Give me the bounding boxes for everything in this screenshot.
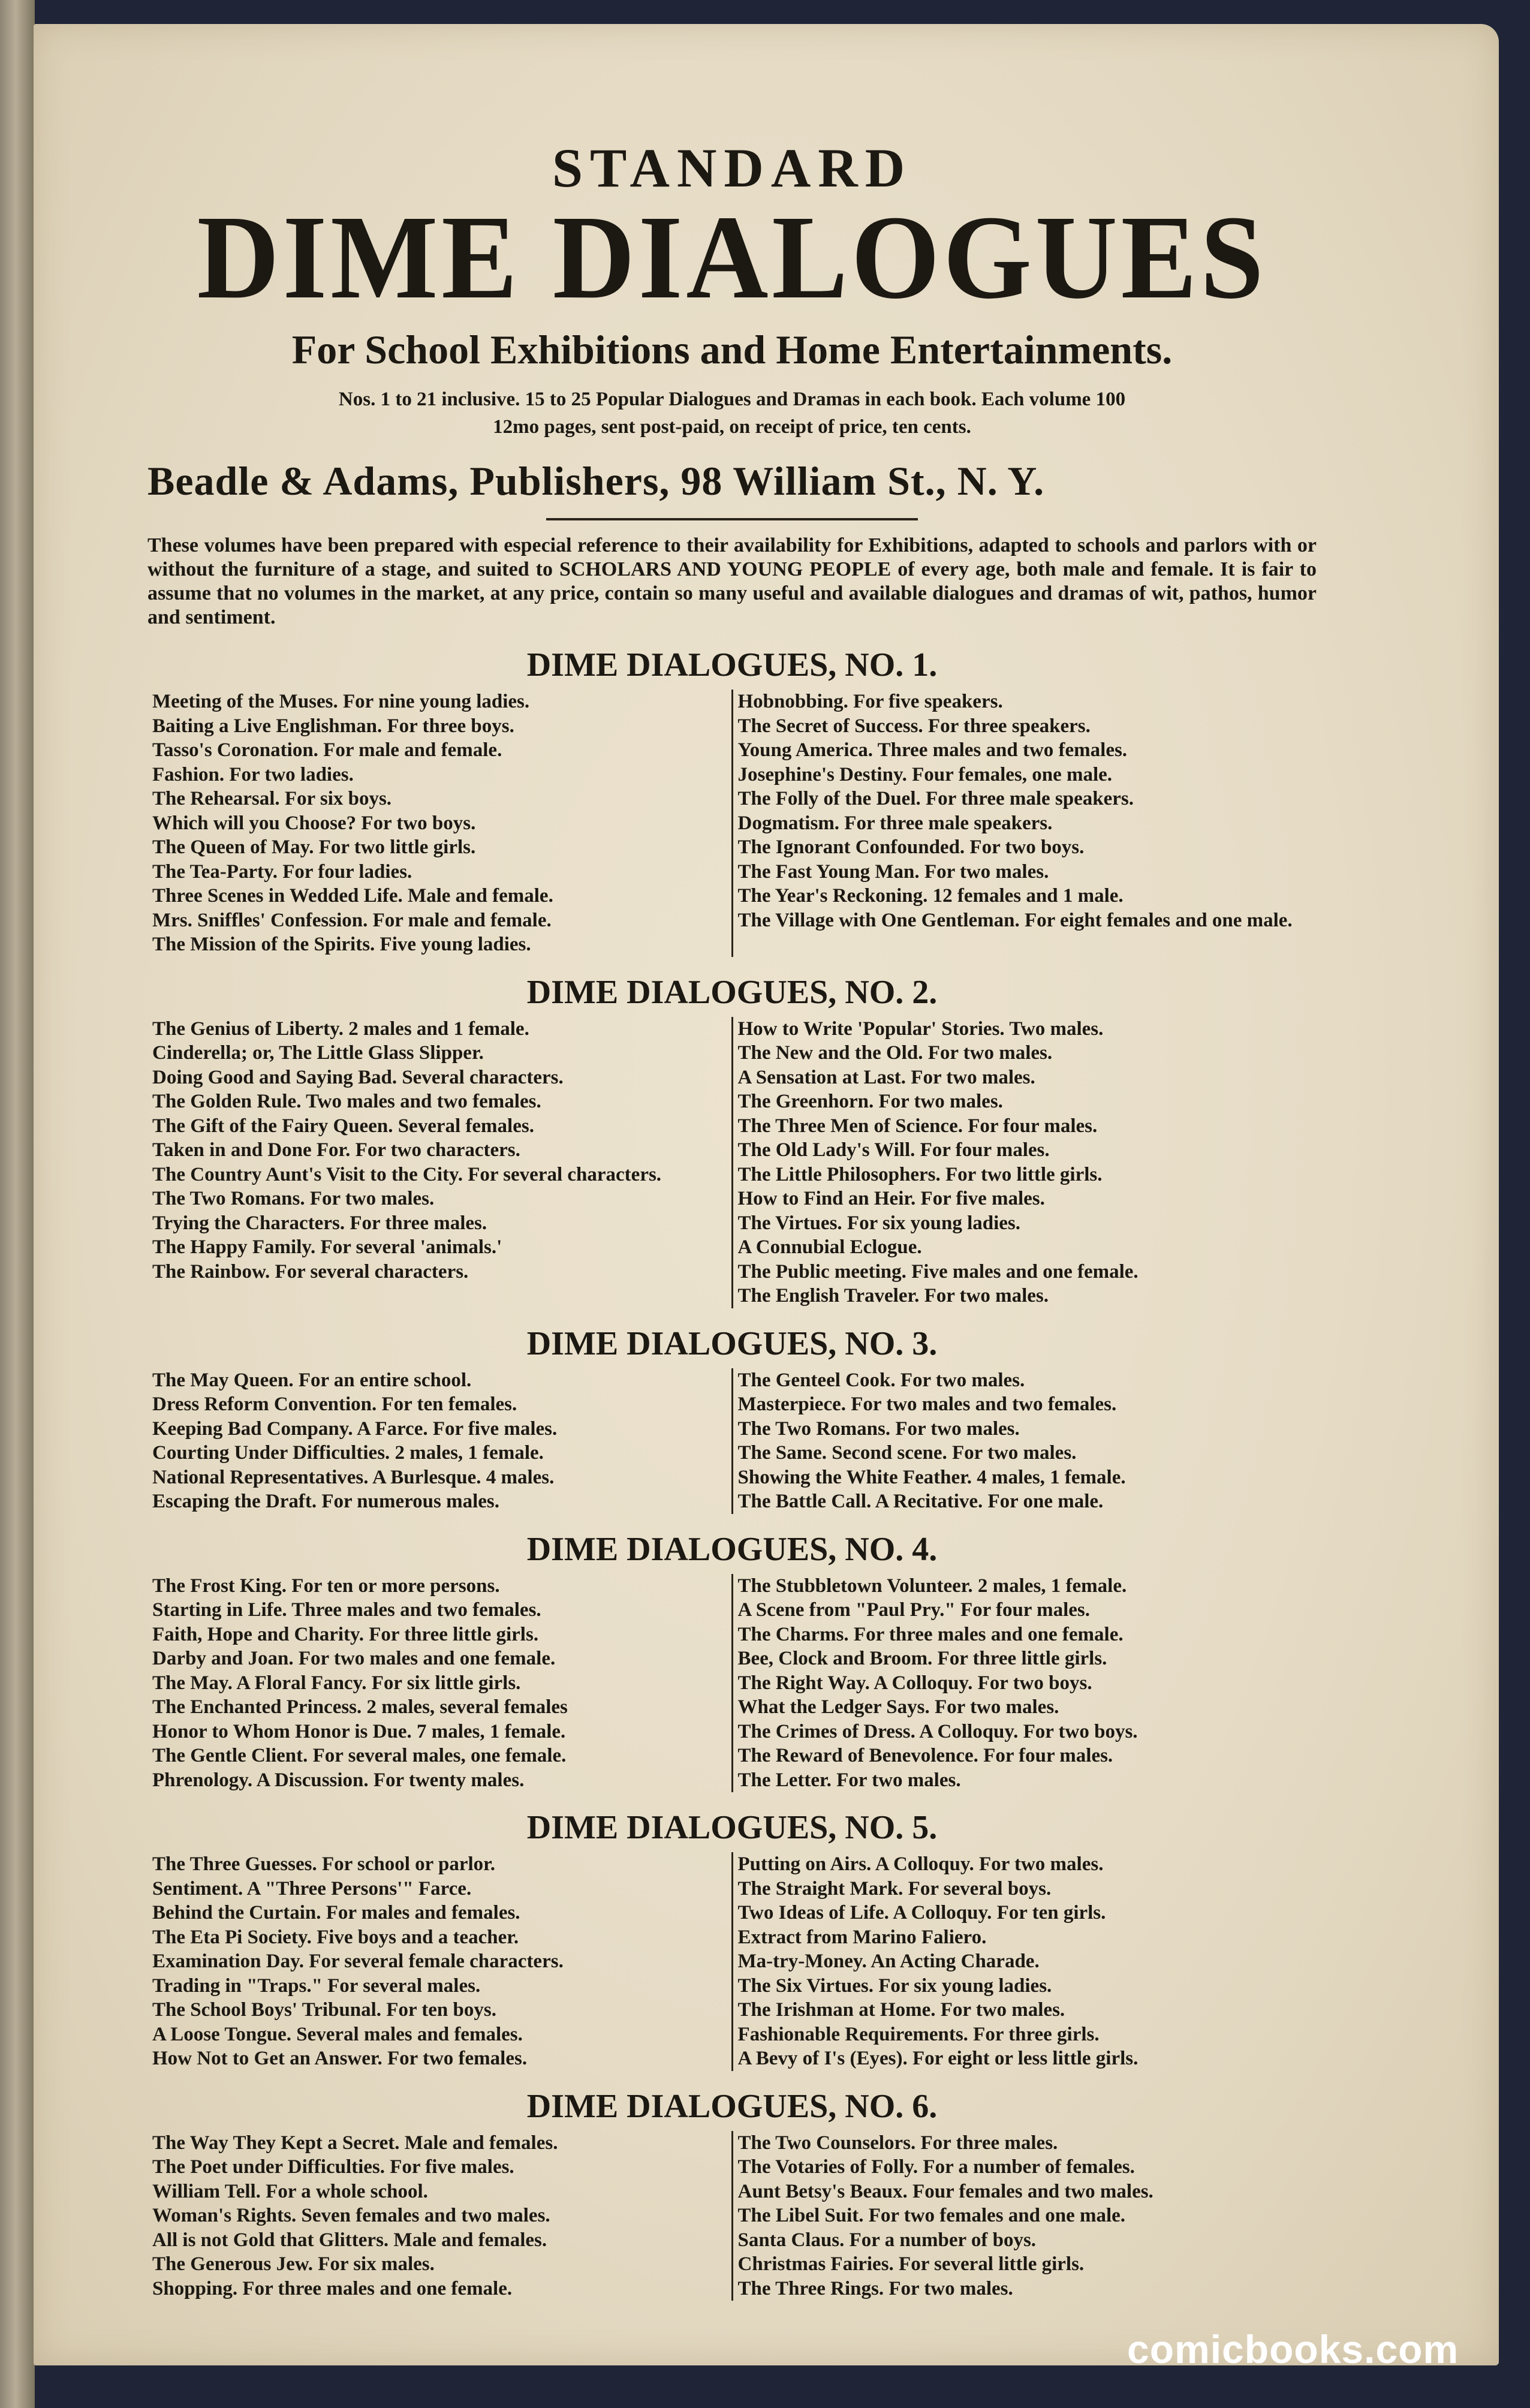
page-content bbox=[147, 138, 1317, 2301]
dialogue-entry: The School Boys' Tribunal. For ten boys. bbox=[152, 1999, 496, 2021]
section-title: DIME DIALOGUES, NO. 1. bbox=[526, 646, 938, 684]
dialogue-entry: Trying the Characters. For three males. bbox=[152, 1212, 487, 1234]
dialogue-entry: The Rainbow. For several characters. bbox=[152, 1260, 469, 1283]
dialogue-entry: The Virtues. For six young ladies. bbox=[737, 1212, 1021, 1234]
dialogue-section bbox=[147, 646, 1317, 957]
dialogue-sections bbox=[147, 646, 1317, 2301]
dialogue-entry: Woman's Rights. Seven females and two males. bbox=[152, 2205, 550, 2226]
dialogue-entry: The Two Counselors. For three males. bbox=[737, 2132, 1058, 2154]
dialogue-entry: The Crimes of Dress. A Colloquy. For two boys. bbox=[737, 1720, 1138, 1742]
dialogue-entry: The Right Way. A Colloquy. For two boys. bbox=[737, 1672, 1092, 1694]
dialogue-entry: The Way They Kept a Secret. Male and females. bbox=[152, 2132, 558, 2154]
header-title: DIME DIALOGUES bbox=[197, 191, 1267, 324]
dialogue-entry: How to Write 'Popular' Stories. Two males. bbox=[737, 1018, 1104, 1040]
dialogue-entry: Three Scenes in Wedded Life. Male and female. bbox=[152, 885, 553, 907]
left-column bbox=[147, 1368, 733, 1514]
dialogue-entry: How to Find an Heir. For five males. bbox=[737, 1188, 1045, 1209]
dialogue-entry: Dress Reform Convention. For ten females. bbox=[152, 1393, 517, 1415]
dialogue-entry: Ma-try-Money. An Acting Charade. bbox=[737, 1951, 1040, 1972]
dialogue-entry: How Not to Get an Answer. For two females. bbox=[152, 2048, 528, 2069]
dialogue-entry: The Village with One Gentleman. For eight females and one male. bbox=[737, 909, 1293, 931]
dialogue-entry: The English Traveler. For two males. bbox=[737, 1285, 1049, 1307]
dialogue-entry: The Stubbletown Volunteer. 2 males, 1 female. bbox=[737, 1575, 1127, 1597]
left-column bbox=[147, 690, 733, 957]
dialogue-entry: The Genius of Liberty. 2 males and 1 female. bbox=[152, 1018, 529, 1040]
dialogue-entry: The Golden Rule. Two males and two females. bbox=[152, 1091, 541, 1112]
dialogue-entry: The Letter. For two males. bbox=[737, 1769, 961, 1791]
right-column bbox=[733, 1368, 1317, 1514]
dialogue-entry: Escaping the Draft. For numerous males. bbox=[152, 1491, 500, 1512]
dialogue-entry: Tasso's Coronation. For male and female. bbox=[152, 739, 502, 761]
dialogue-entry: National Representatives. A Burlesque. 4 males. bbox=[152, 1466, 555, 1488]
header-standard: STANDARD bbox=[552, 137, 912, 198]
dialogue-entry: Starting in Life. Three males and two females. bbox=[152, 1599, 541, 1621]
dialogue-entry: The Queen of May. For two little girls. bbox=[152, 836, 476, 858]
dialogue-entry: The Old Lady's Will. For four males. bbox=[737, 1139, 1050, 1161]
dialogue-entry: The Two Romans. For two males. bbox=[152, 1188, 435, 1209]
dialogue-entry: The Secret of Success. For three speakers. bbox=[737, 715, 1091, 737]
dialogue-entry: The May. A Floral Fancy. For six little girls. bbox=[152, 1672, 521, 1694]
dialogue-entry: Darby and Joan. For two males and one female. bbox=[152, 1648, 556, 1669]
dialogue-entry: Fashionable Requirements. For three girls. bbox=[737, 2023, 1100, 2045]
dialogue-entry: The Year's Reckoning. 12 females and 1 male. bbox=[737, 885, 1124, 907]
dialogue-entry: Examination Day. For several female characters. bbox=[152, 1951, 564, 1972]
watermark: comicbooks.com bbox=[1127, 2327, 1459, 2371]
intro-paragraph: These volumes have been prepared with especial reference to their availability for Exhibitions, adapted to schools and parlors with or without the furniture of a stage, and suited to SCHOLARS AND YOUNG PEOPLE of every age, both male and female. It is fair to assume that no volumes in the market, at any price, contain so many useful and available dialogues and dramas of wit, pathos, humor and sentiment. bbox=[147, 534, 1317, 628]
dialogue-entry: Doing Good and Saying Bad. Several characters. bbox=[152, 1066, 564, 1088]
dialogue-entry: The Rehearsal. For six boys. bbox=[152, 788, 392, 809]
dialogue-entry: The Greenhorn. For two males. bbox=[737, 1091, 1003, 1112]
dialogue-entry: Baiting a Live Englishman. For three boys. bbox=[152, 715, 514, 737]
dialogue-entry: The Battle Call. A Recitative. For one male. bbox=[737, 1491, 1104, 1512]
dialogue-entry: Which will you Choose? For two boys. bbox=[152, 812, 476, 834]
section-title: DIME DIALOGUES, NO. 3. bbox=[526, 1325, 938, 1362]
dialogue-entry: Cinderella; or, The Little Glass Slipper. bbox=[152, 1042, 484, 1064]
section-columns bbox=[147, 2131, 1317, 2301]
dialogue-entry: The Charms. For three males and one female. bbox=[737, 1623, 1124, 1645]
section-title: DIME DIALOGUES, NO. 6. bbox=[526, 2087, 938, 2125]
masthead bbox=[147, 138, 1317, 441]
dialogue-entry: The Enchanted Princess. 2 males, several females bbox=[152, 1696, 568, 1718]
dialogue-entry: The Two Romans. For two males. bbox=[737, 1417, 1020, 1440]
dialogue-entry: The Ignorant Confounded. For two boys. bbox=[737, 836, 1085, 858]
dialogue-entry: Christmas Fairies. For several little girls. bbox=[737, 2253, 1085, 2275]
left-column bbox=[147, 2131, 733, 2301]
dialogue-entry: Santa Claus. For a number of boys. bbox=[737, 2229, 1037, 2251]
dialogue-entry: A Scene from "Paul Pry." For four males. bbox=[737, 1599, 1090, 1621]
dialogue-entry: Aunt Betsy's Beaux. Four females and two males. bbox=[737, 2180, 1153, 2202]
dialogue-entry: Hobnobbing. For five speakers. bbox=[737, 691, 1003, 712]
dialogue-entry: The Country Aunt's Visit to the City. For several characters. bbox=[152, 1163, 662, 1185]
left-column bbox=[147, 1017, 733, 1308]
catalog-page bbox=[34, 24, 1499, 2365]
left-column bbox=[147, 1574, 733, 1793]
right-column bbox=[733, 690, 1317, 957]
section-columns bbox=[147, 1574, 1317, 1793]
header-info-line1: Nos. 1 to 21 inclusive. 15 to 25 Popular Dialogues and Dramas in each book. Each volume 100 bbox=[338, 389, 1126, 410]
dialogue-entry: The Irishman at Home. For two males. bbox=[737, 1999, 1065, 2021]
dialogue-entry: The Same. Second scene. For two males. bbox=[737, 1442, 1077, 1464]
dialogue-entry: The Folly of the Duel. For three male speakers. bbox=[737, 788, 1134, 809]
dialogue-entry: A Sensation at Last. For two males. bbox=[737, 1066, 1035, 1088]
right-column bbox=[733, 1574, 1317, 1793]
dialogue-entry: Trading in "Traps." For several males. bbox=[152, 1974, 481, 1997]
dialogue-entry: The Gentle Client. For several males, one female. bbox=[152, 1745, 567, 1766]
dialogue-entry: The Gift of the Fairy Queen. Several females. bbox=[152, 1115, 534, 1137]
dialogue-entry: Taken in and Done For. For two characters. bbox=[152, 1139, 520, 1161]
dialogue-entry: The Fast Young Man. For two males. bbox=[737, 860, 1049, 883]
dialogue-entry: Shopping. For three males and one female. bbox=[152, 2277, 513, 2299]
dialogue-entry: The Votaries of Folly. For a number of females. bbox=[737, 2156, 1135, 2178]
dialogue-entry: The Happy Family. For several 'animals.' bbox=[152, 1236, 502, 1258]
dialogue-entry: Faith, Hope and Charity. For three little girls. bbox=[152, 1623, 539, 1645]
section-columns bbox=[147, 690, 1317, 957]
dialogue-entry: All is not Gold that Glitters. Male and females. bbox=[152, 2229, 547, 2251]
dialogue-entry: Masterpiece. For two males and two females. bbox=[737, 1393, 1117, 1415]
header-subtitle: For School Exhibitions and Home Entertainments. bbox=[291, 327, 1173, 372]
dialogue-entry: The Six Virtues. For six young ladies. bbox=[737, 1974, 1052, 1997]
dialogue-entry: The Generous Jew. For six males. bbox=[152, 2253, 435, 2275]
dialogue-entry: Young America. Three males and two females. bbox=[737, 739, 1128, 761]
section-columns bbox=[147, 1368, 1317, 1514]
dialogue-section bbox=[147, 1325, 1317, 1514]
dialogue-entry: A Loose Tongue. Several males and females. bbox=[152, 2023, 523, 2045]
dialogue-entry: The Three Rings. For two males. bbox=[737, 2277, 1013, 2299]
section-title: DIME DIALOGUES, NO. 4. bbox=[526, 1530, 938, 1568]
header-info bbox=[147, 386, 1317, 441]
dialogue-entry: The May Queen. For an entire school. bbox=[152, 1369, 472, 1391]
section-title: DIME DIALOGUES, NO. 2. bbox=[526, 973, 938, 1011]
dialogue-entry: William Tell. For a whole school. bbox=[152, 2180, 428, 2202]
dialogue-entry: The Little Philosophers. For two little girls. bbox=[737, 1163, 1103, 1185]
dialogue-entry: The Eta Pi Society. Five boys and a teacher. bbox=[152, 1926, 519, 1948]
dialogue-entry: Extract from Marino Faliero. bbox=[737, 1926, 987, 1948]
dialogue-entry: Sentiment. A "Three Persons'" Farce. bbox=[152, 1877, 472, 1900]
dialogue-entry: The New and the Old. For two males. bbox=[737, 1042, 1053, 1064]
dialogue-entry: The Mission of the Spirits. Five young ladies. bbox=[152, 934, 531, 955]
dialogue-entry: Josephine's Destiny. Four females, one male. bbox=[737, 763, 1113, 785]
dialogue-entry: The Libel Suit. For two females and one male. bbox=[737, 2205, 1126, 2226]
dialogue-entry: Bee, Clock and Broom. For three little girls. bbox=[737, 1648, 1107, 1669]
dialogue-entry: Two Ideas of Life. A Colloquy. For ten girls. bbox=[737, 1902, 1106, 1924]
dialogue-entry: Keeping Bad Company. A Farce. For five males. bbox=[152, 1417, 558, 1440]
right-column bbox=[733, 1852, 1317, 2071]
dialogue-entry: Courting Under Difficulties. 2 males, 1 female. bbox=[152, 1442, 544, 1464]
dialogue-section bbox=[147, 1531, 1317, 1793]
divider bbox=[546, 518, 918, 520]
left-column bbox=[147, 1852, 733, 2071]
dialogue-entry: Mrs. Sniffles' Confession. For male and female. bbox=[152, 909, 552, 931]
dialogue-entry: Phrenology. A Discussion. For twenty males. bbox=[152, 1769, 525, 1791]
section-columns bbox=[147, 1017, 1317, 1308]
dialogue-entry: The Poet under Difficulties. For five males. bbox=[152, 2156, 514, 2178]
dialogue-entry: The Straight Mark. For several boys. bbox=[737, 1877, 1052, 1900]
dialogue-entry: Fashion. For two ladies. bbox=[152, 763, 354, 785]
dialogue-entry: What the Ledger Says. For two males. bbox=[737, 1696, 1059, 1718]
dialogue-entry: Meeting of the Muses. For nine young ladies. bbox=[152, 691, 530, 712]
dialogue-entry: The Genteel Cook. For two males. bbox=[737, 1369, 1025, 1391]
section-columns bbox=[147, 1852, 1317, 2071]
dialogue-entry: Showing the White Feather. 4 males, 1 female. bbox=[737, 1466, 1126, 1488]
section-title: DIME DIALOGUES, NO. 5. bbox=[526, 1809, 938, 1846]
dialogue-entry: The Frost King. For ten or more persons. bbox=[152, 1575, 500, 1597]
dialogue-entry: The Three Guesses. For school or parlor. bbox=[152, 1853, 496, 1875]
book-spine bbox=[0, 0, 35, 2408]
dialogue-entry: The Tea-Party. For four ladies. bbox=[152, 860, 412, 883]
dialogue-section bbox=[147, 2088, 1317, 2301]
dialogue-entry: A Bevy of I's (Eyes). For eight or less little girls. bbox=[737, 2048, 1139, 2069]
dialogue-entry: The Public meeting. Five males and one female. bbox=[737, 1260, 1139, 1283]
dialogue-entry: Putting on Airs. A Colloquy. For two males. bbox=[737, 1853, 1104, 1875]
header-info-line2: 12mo pages, sent post-paid, on receipt of price, ten cents. bbox=[493, 416, 971, 438]
dialogue-section bbox=[147, 974, 1317, 1308]
dialogue-section bbox=[147, 1809, 1317, 2071]
dialogue-entry: The Reward of Benevolence. For four males. bbox=[737, 1745, 1113, 1766]
dialogue-entry: A Connubial Eclogue. bbox=[737, 1236, 922, 1258]
publisher-line: Beadle & Adams, Publishers, 98 William St., N. Y. bbox=[147, 458, 1045, 504]
right-column bbox=[733, 1017, 1317, 1308]
dialogue-entry: Dogmatism. For three male speakers. bbox=[737, 812, 1053, 834]
dialogue-entry: The Three Men of Science. For four males. bbox=[737, 1115, 1098, 1137]
right-column bbox=[733, 2131, 1317, 2301]
dialogue-entry: Honor to Whom Honor is Due. 7 males, 1 female. bbox=[152, 1720, 566, 1742]
dialogue-entry: Behind the Curtain. For males and females. bbox=[152, 1902, 520, 1924]
